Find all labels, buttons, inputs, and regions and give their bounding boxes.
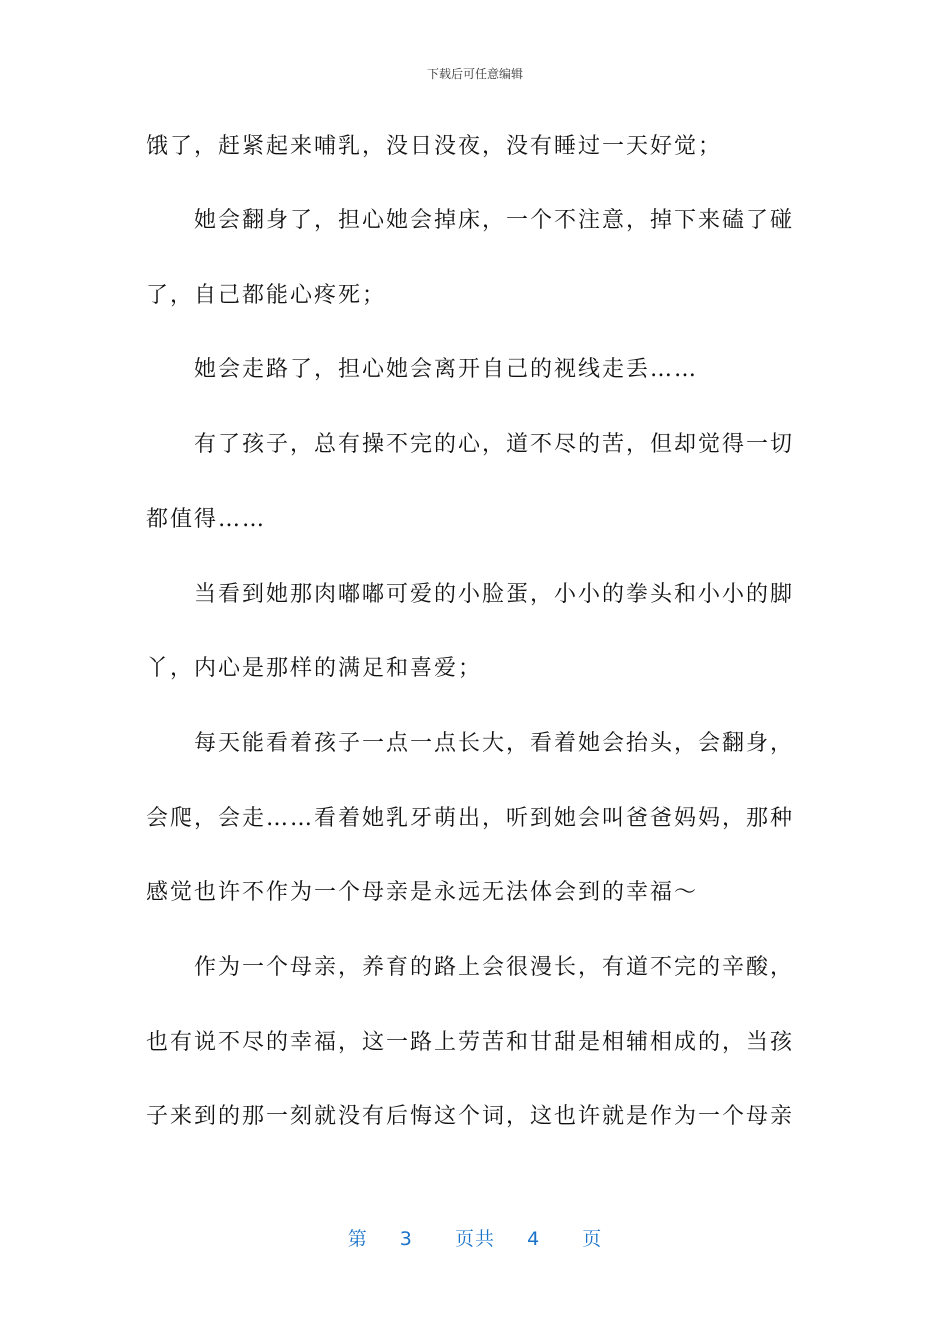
text-line: 她会翻身了，担心她会掉床，一个不注意，掉下来磕了碰 xyxy=(194,208,795,233)
text-line: 有了孩子，总有操不完的心，道不尽的苦，但却觉得一切 xyxy=(194,432,795,457)
text-line: 作为一个母亲，养育的路上会很漫长，有道不完的辛酸， xyxy=(194,955,795,980)
text-line: 都值得…… xyxy=(146,507,267,532)
page-number-footer xyxy=(0,1226,950,1252)
current-page-number: 3 xyxy=(399,1228,413,1250)
page-header: 下载后可任意编辑 xyxy=(426,67,523,81)
text-line: 每天能看着孩子一点一点长大，看着她会抬头，会翻身， xyxy=(194,731,795,756)
text-line: 当看到她那肉嘟嘟可爱的小脸蛋，小小的拳头和小小的脚 xyxy=(194,582,795,607)
text-line: 也有说不尽的幸福，这一路上劳苦和甘甜是相辅相成的，当孩 xyxy=(146,1030,795,1055)
text-line: 饿了，赶紧起来哺乳，没日没夜，没有睡过一天好觉； xyxy=(146,134,723,159)
text-line: 子来到的那一刻就没有后悔这个词，这也许就是作为一个母亲 xyxy=(146,1104,795,1129)
text-line: 她会走路了，担心她会离开自己的视线走丢…… xyxy=(194,357,699,382)
page-label-prefix: 第 xyxy=(347,1228,368,1250)
text-line: 感觉也许不作为一个母亲是永远无法体会到的幸福～ xyxy=(146,880,699,905)
page-label-suffix: 页 xyxy=(582,1228,603,1250)
page-label-middle: 页共 xyxy=(454,1228,495,1250)
total-page-number: 4 xyxy=(527,1228,541,1250)
text-line: 了，自己都能心疼死； xyxy=(146,283,387,308)
text-line: 丫，内心是那样的满足和喜爱； xyxy=(146,656,483,681)
text-line: 会爬，会走……看着她乳牙萌出，听到她会叫爸爸妈妈，那种 xyxy=(146,806,795,831)
